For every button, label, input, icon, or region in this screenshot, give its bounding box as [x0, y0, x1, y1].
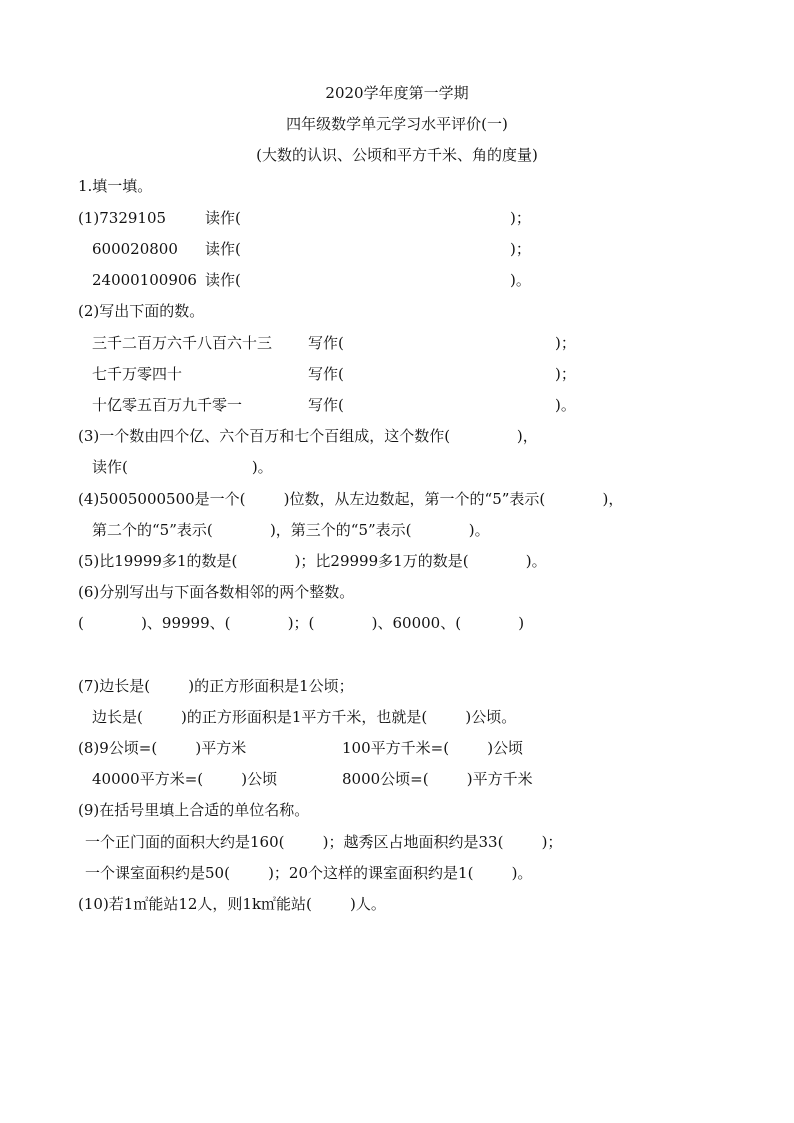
q6-line: ( )、99999、( )；( )、60000、( )	[78, 614, 525, 632]
q1-close-1: )；	[510, 209, 531, 227]
q2-text-1: 三千二百万六千八百六十三	[92, 334, 273, 352]
q2-write-label-3: 写作(	[308, 396, 344, 414]
q1-number-1: (1)7329105	[78, 209, 167, 227]
worksheet-term-title: 2020学年度第一学期	[325, 84, 469, 102]
q9-title: (9)在括号里填上合适的单位名称。	[78, 801, 310, 819]
q2-text-3: 十亿零五百万九千零一	[92, 396, 243, 414]
q1-close-2: )；	[510, 240, 531, 258]
q6-title: (6)分别写出与下面各数相邻的两个整数。	[78, 583, 355, 601]
q8-item-b: 100平方千米=( )公顷	[342, 739, 524, 757]
q7-line-2: 边长是( )的正方形面积是1平方千米，也就是( )公顷。	[92, 708, 517, 726]
q1-read-label-2: 读作(	[205, 240, 241, 258]
q2-write-label-2: 写作(	[308, 365, 344, 383]
q1-number-2: 600020800	[92, 240, 178, 258]
q7-line-1: (7)边长是( )的正方形面积是1公顷；	[78, 677, 354, 695]
q5-line: (5)比19999多1的数是( )；比29999多1万的数是( )。	[78, 552, 547, 570]
q1-number-3: 24000100906	[92, 271, 197, 289]
worksheet-subtitle: (大数的认识、公顷和平方千米、角的度量)	[256, 146, 538, 164]
q4-line-2: 第二个的“5”表示( )，第三个的“5”表示( )。	[92, 521, 490, 539]
q9-line-2: 一个课室面积约是50( )；20个这样的课室面积约是1( )。	[85, 864, 533, 882]
q9-line-1: 一个正门面的面积大约是160( )；越秀区占地面积约是33( )；	[85, 833, 563, 851]
q2-close-3: )。	[555, 396, 576, 414]
q10-line: (10)若1㎡能站12人，则1k㎡能站( )人。	[78, 895, 386, 913]
q2-title: (2)写出下面的数。	[78, 302, 205, 320]
q2-text-2: 七千万零四十	[92, 365, 183, 383]
q3-line-1: (3)一个数由四个亿、六个百万和七个百组成，这个数作( )，	[78, 427, 538, 445]
q1-read-label-1: 读作(	[205, 209, 241, 227]
q2-close-2: )；	[555, 365, 576, 383]
q4-line-1: (4)5005000500是一个( )位数，从左边数起，第一个的“5”表示( )，	[78, 490, 624, 508]
q8-item-c: 40000平方米=( )公顷	[92, 770, 278, 788]
q8-item-d: 8000公顷=( )平方千米	[342, 770, 533, 788]
q8-item-a: (8)9公顷=( )平方米	[78, 739, 247, 757]
q3-line-2: 读作( )。	[92, 458, 273, 476]
section-title: 1.填一填。	[78, 177, 153, 195]
q1-close-3: )。	[510, 271, 531, 289]
q2-write-label-1: 写作(	[308, 334, 344, 352]
q1-read-label-3: 读作(	[205, 271, 241, 289]
worksheet-title: 四年级数学单元学习水平评价(一)	[286, 115, 508, 133]
q2-close-1: )；	[555, 334, 576, 352]
